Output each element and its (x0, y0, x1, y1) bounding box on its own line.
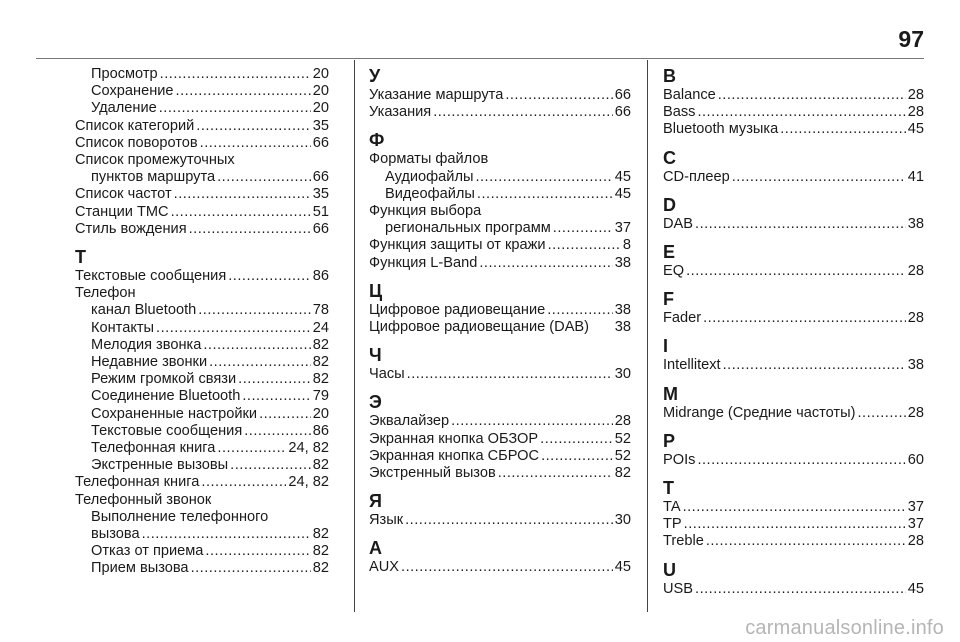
index-entry-page: 41 (907, 168, 924, 185)
index-entry-label: Стиль вождения (75, 220, 187, 237)
index-entry-page: 45 (614, 559, 631, 576)
index-entry-page: 28 (907, 533, 924, 550)
index-entry (369, 104, 631, 121)
dot-leader (174, 186, 311, 203)
dot-leader (191, 560, 311, 577)
index-entry-page: 66 (312, 134, 329, 151)
index-entry-page: 60 (907, 451, 924, 468)
index-entry-page: 66 (614, 87, 631, 103)
index-entry (663, 310, 924, 327)
index-entry-label: Цифровое радиовещание (369, 301, 546, 318)
dot-leader (541, 448, 613, 465)
index-entry (75, 354, 329, 371)
index-column-3 (663, 66, 924, 598)
index-entry-label: Соединение Bluetooth (91, 388, 241, 405)
index-entry-label: Прием вызова (91, 560, 189, 577)
index-entry (75, 135, 329, 152)
index-entry (663, 405, 924, 422)
dot-leader (205, 543, 310, 560)
index-entry-page: 82 (312, 371, 329, 388)
index-entry (663, 104, 924, 121)
index-entry-page: 35 (312, 186, 329, 203)
index-letter-heading: У (369, 66, 381, 86)
dot-leader (479, 255, 612, 272)
index-entry-label: Режим громкой связи (91, 371, 237, 388)
index-entry-label: Экранная кнопка ОБЗОР (369, 430, 539, 447)
index-entry (663, 499, 924, 516)
column-divider-1 (354, 60, 355, 612)
index-entry-page: 38 (614, 301, 631, 318)
index-group-heading: Телефонный звонок (75, 491, 212, 508)
index-entry (663, 169, 924, 186)
index-entry-label: AUX (369, 559, 400, 576)
index-entry-label: Midrange (Средние частоты) (663, 404, 856, 421)
index-entry-page: 82 (312, 526, 329, 543)
index-entry-page: 24 (312, 319, 329, 336)
index-entry-page: 82 (312, 457, 329, 474)
index-entry (663, 533, 924, 550)
dot-leader (683, 499, 906, 516)
index-entry (75, 83, 329, 100)
index-entry-label: Мелодия звонка (91, 336, 202, 353)
index-group-heading: Функция выбора (369, 203, 482, 220)
header-rule (36, 58, 924, 59)
index-entry-label: Видеофайлы (385, 185, 475, 202)
dot-leader (732, 169, 906, 186)
index-entry (75, 543, 329, 560)
index-entry-label: Недавние звонки (91, 354, 208, 371)
index-entry-page: 52 (614, 447, 631, 464)
index-letter-heading: M (663, 383, 678, 404)
dot-leader (196, 118, 310, 135)
index-entry-page: 82 (312, 560, 329, 577)
index-group-heading: Список промежуточных (75, 152, 235, 169)
dot-leader (259, 406, 311, 423)
index-letter-heading: Ц (369, 280, 383, 301)
index-entry (663, 87, 924, 104)
index-entry (663, 357, 924, 374)
index-entry-page: 20 (312, 83, 329, 100)
dot-leader (401, 559, 613, 576)
index-entry-page: 30 (614, 366, 631, 383)
index-entry (75, 526, 329, 543)
index-entry (369, 186, 631, 203)
index-entry-label: Экранная кнопка СБРОС (369, 447, 540, 464)
index-entry-page: 28 (907, 310, 924, 327)
index-entry (75, 302, 329, 319)
dot-leader (475, 169, 612, 186)
index-entry-page: 86 (312, 422, 329, 439)
index-letter-heading: A (369, 538, 382, 559)
index-entry (75, 118, 329, 135)
index-group-heading: Форматы файлов (369, 151, 489, 168)
index-entry-label: Экстренные вызовы (91, 457, 229, 474)
index-entry (369, 431, 631, 448)
index-letter-heading: E (663, 242, 676, 263)
index-entry-page: 45 (907, 121, 924, 138)
index-letter-heading: B (663, 66, 676, 86)
dot-leader (405, 512, 613, 529)
index-letter-heading: I (663, 336, 669, 357)
index-entry-page: 28 (907, 104, 924, 121)
index-letter-heading: Ч (369, 345, 382, 366)
index-entry-page: 45 (614, 168, 631, 185)
index-entry (75, 169, 329, 186)
index-letter-heading: P (663, 430, 676, 451)
index-entry-label: Просмотр (91, 66, 158, 82)
index-entry (663, 263, 924, 280)
dot-leader (238, 371, 311, 388)
index-entry (75, 320, 329, 337)
index-entry-page: 20 (312, 405, 329, 422)
index-entry-page: 82 (312, 543, 329, 560)
dot-leader (780, 121, 906, 138)
dot-leader (706, 533, 906, 550)
index-entry-label: Функция защиты от кражи (369, 237, 546, 254)
index-entry-label: Текстовые сообщения (91, 422, 243, 439)
index-entry-page: 38 (907, 215, 924, 232)
index-entry (75, 100, 329, 117)
index-entry (369, 512, 631, 529)
dot-leader (217, 169, 311, 186)
index-entry-page: 86 (312, 268, 329, 285)
index-entry-page: 20 (312, 100, 329, 117)
index-entry-label: вызова (91, 526, 140, 543)
index-entry-label: канал Bluetooth (91, 302, 197, 319)
index-entry-page: 37 (907, 516, 924, 533)
index-entry-page: 37 (614, 220, 631, 237)
dot-leader (723, 357, 906, 374)
index-column-1 (75, 66, 329, 578)
dot-leader (142, 526, 311, 543)
dot-leader (228, 268, 311, 285)
index-entry-label: Указание маршрута (369, 87, 504, 103)
index-letter-heading: Т (75, 247, 86, 268)
dot-leader (703, 310, 906, 327)
index-entry (663, 581, 924, 598)
index-entry-label: Bluetooth музыка (663, 121, 779, 138)
dot-leader (548, 237, 621, 254)
index-entry-label: Список частот (75, 186, 172, 203)
index-entry (369, 220, 631, 237)
index-entry-page: 45 (614, 185, 631, 202)
index-entry-page: 37 (907, 499, 924, 516)
index-entry-page: 8 (622, 237, 631, 254)
index-entry-label: Сохраненные настройки (91, 405, 258, 422)
index-entry-page: 45 (907, 580, 924, 597)
index-entry-label: Сохранение (91, 83, 174, 100)
index-entry-label: Аудиофайлы (385, 168, 474, 185)
index-entry-page: 38 (614, 319, 631, 336)
index-entry (663, 121, 924, 138)
index-entry-page: 28 (907, 87, 924, 103)
index-entry-page: 66 (614, 104, 631, 121)
index-entry-page: 28 (907, 263, 924, 280)
index-entry-page: 35 (312, 117, 329, 134)
index-entry-label: Эквалайзер (369, 413, 450, 430)
index-entry-label: Указания (369, 104, 432, 121)
dot-leader (505, 87, 612, 104)
index-column-2 (369, 66, 631, 577)
index-entry-page: 82 (312, 354, 329, 371)
index-entry (663, 452, 924, 469)
index-letter-heading: Ф (369, 130, 385, 151)
dot-leader (547, 302, 613, 319)
dot-leader (477, 186, 613, 203)
index-group-heading: Телефон (75, 285, 136, 302)
index-entry (75, 204, 329, 221)
index-entry-page: 82 (312, 336, 329, 353)
dot-leader (176, 83, 311, 100)
index-entry-label: Цифровое радиовещание (DAB) (369, 319, 590, 336)
index-entry-page: 66 (312, 169, 329, 186)
dot-leader (198, 302, 311, 319)
index-entry (75, 337, 329, 354)
index-entry-label: Язык (369, 512, 404, 529)
dot-leader (230, 457, 311, 474)
index-entry-page: 38 (614, 254, 631, 271)
index-entry (75, 457, 329, 474)
index-entry-page: 28 (614, 413, 631, 430)
dot-leader (189, 221, 311, 238)
index-entry (75, 221, 329, 238)
index-entry (369, 366, 631, 383)
index-entry-label: Treble (663, 533, 704, 550)
dot-leader (697, 104, 905, 121)
index-entry-label: Телефонная книга (91, 440, 216, 457)
index-entry-label: Список категорий (75, 117, 195, 134)
index-entry (369, 237, 631, 254)
dot-leader (553, 220, 613, 237)
dot-leader (695, 581, 906, 598)
dot-leader (201, 474, 286, 491)
dot-leader (156, 320, 311, 337)
index-entry (75, 186, 329, 203)
dot-leader (242, 388, 310, 405)
index-entry-page: 24, 82 (288, 440, 329, 457)
index-entry (75, 423, 329, 440)
watermark: carmanualsonline.info (745, 617, 944, 639)
dot-leader (203, 337, 310, 354)
index-entry-label: Часы (369, 366, 405, 383)
index-entry-label: Станции TMC (75, 203, 169, 220)
index-entry-label: Телефонная книга (75, 474, 200, 491)
index-entry-label: Отказ от приема (91, 543, 204, 560)
index-entry-label: Bass (663, 104, 696, 121)
index-letter-heading: F (663, 289, 674, 310)
index-entry-label: Intellitext (663, 357, 721, 374)
index-entry (75, 440, 329, 457)
dot-leader (857, 405, 905, 422)
dot-leader (451, 413, 613, 430)
index-letter-heading: U (663, 559, 676, 580)
index-entry (75, 66, 329, 83)
index-entry-page: 28 (907, 404, 924, 421)
index-entry-label: Экстренный вызов (369, 465, 496, 482)
dot-leader (407, 366, 613, 383)
index-letter-heading: T (663, 478, 674, 499)
dot-leader (697, 452, 905, 469)
index-entry-label: пунктов маршрута (91, 169, 216, 186)
column-divider-2 (647, 60, 648, 612)
dot-leader (200, 135, 311, 152)
index-entry (75, 406, 329, 423)
dot-leader (433, 104, 613, 121)
index-entry (369, 169, 631, 186)
dot-leader (695, 216, 906, 233)
index-entry (369, 413, 631, 430)
index-entry-label: POIs (663, 451, 696, 468)
dot-leader (718, 87, 906, 104)
index-entry-page: 24, 82 (288, 474, 329, 491)
index-entry (75, 371, 329, 388)
index-entry-label: CD-плеер (663, 168, 730, 185)
index-entry (369, 559, 631, 576)
index-entry-label: TP (663, 516, 682, 533)
dot-leader (160, 66, 311, 83)
index-group-heading: Выполнение телефонного (91, 508, 269, 525)
dot-leader (217, 440, 286, 457)
dot-leader (498, 465, 613, 482)
index-entry-label: Текстовые сообщения (75, 268, 227, 285)
index-entry (663, 516, 924, 533)
index-entry-label: TA (663, 499, 681, 516)
dot-leader (684, 516, 906, 533)
index-entry-page: 79 (312, 388, 329, 405)
page-number: 97 (898, 26, 924, 52)
index-entry (75, 268, 329, 285)
index-entry-page: 38 (907, 357, 924, 374)
index-entry-page: 20 (312, 66, 329, 82)
index-letter-heading: Я (369, 491, 382, 512)
index-entry (75, 474, 329, 491)
dot-leader (209, 354, 311, 371)
index-entry-page: 52 (614, 430, 631, 447)
dot-leader (159, 100, 311, 117)
index-entry (75, 388, 329, 405)
index-entry-label: USB (663, 580, 694, 597)
dot-leader (540, 431, 613, 448)
dot-leader (171, 204, 311, 221)
index-entry (369, 319, 631, 336)
index-letter-heading: Э (369, 392, 382, 413)
index-entry-page: 82 (614, 465, 631, 482)
dot-leader (244, 423, 311, 440)
index-entry-label: региональных программ (385, 220, 551, 237)
index-entry-label: Контакты (91, 319, 155, 336)
index-entry-page: 51 (312, 203, 329, 220)
dot-leader (686, 263, 906, 280)
index-letter-heading: D (663, 194, 676, 215)
index-entry-page: 78 (312, 302, 329, 319)
index-entry-label: EQ (663, 263, 685, 280)
index-entry-page: 66 (312, 220, 329, 237)
index-entry (369, 448, 631, 465)
index-entry (75, 560, 329, 577)
index-entry (369, 255, 631, 272)
index-entry-label: DAB (663, 215, 694, 232)
index-entry (369, 302, 631, 319)
index-entry-label: Функция L-Band (369, 254, 478, 271)
index-entry (663, 216, 924, 233)
index-entry-label: Список поворотов (75, 134, 198, 151)
index-entry (369, 87, 631, 104)
index-entry-page: 30 (614, 512, 631, 529)
index-entry-label: Fader (663, 310, 702, 327)
index-entry (369, 465, 631, 482)
index-letter-heading: C (663, 147, 676, 168)
index-entry-label: Balance (663, 87, 716, 103)
index-entry-label: Удаление (91, 100, 157, 117)
